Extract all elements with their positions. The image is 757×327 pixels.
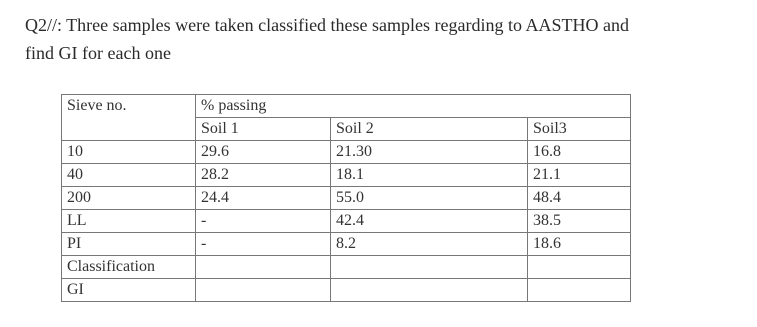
- cell-soil2: [331, 256, 528, 279]
- cell-soil1: -: [196, 210, 331, 233]
- row-label: PI: [62, 233, 196, 256]
- row-label: GI: [62, 279, 196, 302]
- cell-soil1: -: [196, 233, 331, 256]
- table-row: [62, 164, 631, 187]
- table-row: [62, 256, 631, 279]
- cell-soil2: 42.4: [331, 210, 528, 233]
- cell-soil2: 18.1: [331, 164, 528, 187]
- header-sieve-blank: [62, 118, 196, 141]
- cell-soil1: [196, 279, 331, 302]
- header-soil2: Soil 2: [331, 118, 528, 141]
- cell-soil2: [331, 279, 528, 302]
- row-label: 40: [62, 164, 196, 187]
- cell-soil2: 8.2: [331, 233, 528, 256]
- cell-soil1: [196, 256, 331, 279]
- table-row: [62, 187, 631, 210]
- table-row: [62, 279, 631, 302]
- question-line-2: find GI for each one: [25, 43, 171, 63]
- cell-soil3: [528, 256, 631, 279]
- cell-soil3: 21.1: [528, 164, 631, 187]
- table-row: [62, 233, 631, 256]
- cell-soil3: 38.5: [528, 210, 631, 233]
- cell-soil1: 29.6: [196, 141, 331, 164]
- cell-soil3: [528, 279, 631, 302]
- cell-soil3: 18.6: [528, 233, 631, 256]
- table-header-row: [62, 95, 631, 118]
- question-line-1: Q2//: Three samples were taken classified these samples regarding to AASTHO and: [25, 15, 630, 35]
- row-label: 200: [62, 187, 196, 210]
- row-label: Classification: [62, 256, 196, 279]
- sieve-analysis-table: [61, 94, 631, 302]
- cell-soil1: 24.4: [196, 187, 331, 210]
- question-text: [25, 11, 740, 67]
- cell-soil3: 48.4: [528, 187, 631, 210]
- cell-soil2: 55.0: [331, 187, 528, 210]
- header-sieve-no: Sieve no.: [62, 95, 196, 118]
- cell-soil1: 28.2: [196, 164, 331, 187]
- header-soil3: Soil3: [528, 118, 631, 141]
- table-row: [62, 141, 631, 164]
- table-row: [62, 210, 631, 233]
- row-label: 10: [62, 141, 196, 164]
- header-soil1: Soil 1: [196, 118, 331, 141]
- cell-soil3: 16.8: [528, 141, 631, 164]
- table-subheader-row: [62, 118, 631, 141]
- header-passing: % passing: [196, 95, 631, 118]
- row-label: LL: [62, 210, 196, 233]
- cell-soil2: 21.30: [331, 141, 528, 164]
